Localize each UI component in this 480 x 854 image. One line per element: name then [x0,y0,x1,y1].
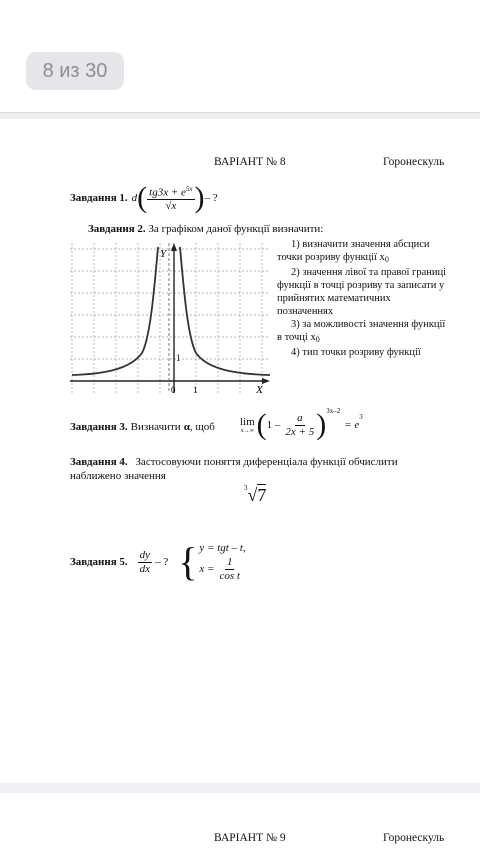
task-2-item-2: 2) значення лівої та правої границі функції в точці розриву та записати у прийнятих математичних позначеннях [277,267,447,317]
alpha-symbol: α [183,421,190,433]
x-equals: x = [199,563,215,575]
task-3-numerator: a [297,411,303,424]
task-3-label: Завдання 3. [70,421,128,433]
rhs-exponent: 3 [359,413,363,421]
next-page [0,793,480,854]
function-graph [70,243,272,395]
task-2-label: Завдання 2. [88,223,146,235]
task-3-fraction [283,412,316,439]
parametric-system [199,542,245,583]
task-2-item-3: 3) за можливості значення функції в точці $x_0$ [277,319,446,344]
task-1-label: Завдання 1. [70,192,128,204]
sqrt-symbol: √ [165,200,172,213]
next-variant-title: ВАРІАНТ № 9 [214,832,286,844]
document-page [0,119,480,783]
task-1-numerator: tg3x + e [149,186,186,199]
y-axis-label: Y [160,248,167,260]
dy-dx-fraction [138,549,152,576]
task-5 [70,537,246,587]
radicand: 7 [257,485,267,505]
task-5-question: – ? [155,556,169,568]
limit-right-paren: ) [316,408,327,441]
y-axis-arrow [171,243,177,251]
right-paren: ) [194,181,205,214]
lim-block [240,416,255,434]
x-axis-arrow [262,378,270,384]
curve-left-branch [72,247,158,375]
limit-left-paren: ( [256,408,267,441]
task-2-item-1: 1) визначити значення абсциси точки розриву функції $x_0$ [277,239,430,264]
task-1-fraction [147,183,194,214]
author-name: Горонескуль [383,156,445,168]
left-paren: ( [137,181,148,214]
x-axis-label: X [256,384,263,395]
limit-rhs: = e [344,419,360,431]
dx: dx [139,562,151,575]
task-2-item-4: 4) тип точки розриву функції [291,347,421,358]
param-x-line [199,556,245,583]
root-index: 3 [244,484,248,492]
x-tick-one: 1 [193,385,198,395]
one-minus: 1 – [266,419,281,431]
task-1-denominator: x [171,200,177,213]
variant-title: ВАРІАНТ № 8 [214,156,286,168]
radical-sign: √ [247,485,258,505]
task-1-d: d [131,192,138,204]
y-tick-one: 1 [176,353,181,363]
task-2-text: За графіком даної функції визначити: [148,223,324,235]
task-3-denominator: 2x + 5 [285,425,315,438]
next-author-name: Горонескуль [383,832,445,844]
origin-label: 0 [171,385,176,395]
system-brace: { [178,539,198,584]
param-y-line: y = tgt – t, [199,541,246,554]
task-3 [70,413,215,441]
task-3-text: Визначити [130,421,181,433]
task-4-label: Завдання 4. [70,456,128,468]
task-4-text: Застосовуючи поняття диференціала функції обчислити наближено значення [70,456,398,482]
param-x-numerator: 1 [226,555,233,568]
task-4 [70,455,450,483]
task-1 [70,178,218,218]
curve-right-branch [180,247,270,375]
limit-exponent: 3x–2 [326,407,341,415]
param-x-denominator: cos t [219,569,240,582]
lim-text: lim [240,416,255,428]
task-1-exponent: 5x [185,184,193,193]
task-3-text-2: , щоб [189,421,215,433]
graph-grid [70,243,270,393]
cube-root [244,485,266,506]
task-3-limit [240,403,363,447]
dy: dy [139,548,151,561]
param-x-fraction [217,556,241,583]
lim-subscript: x→∞ [240,428,254,434]
task-1-question: – ? [204,192,218,204]
page-counter-badge: 8 из 30 [26,52,124,90]
task-5-label: Завдання 5. [70,556,128,568]
task-2-heading [88,223,323,235]
task-2-list [277,238,447,359]
